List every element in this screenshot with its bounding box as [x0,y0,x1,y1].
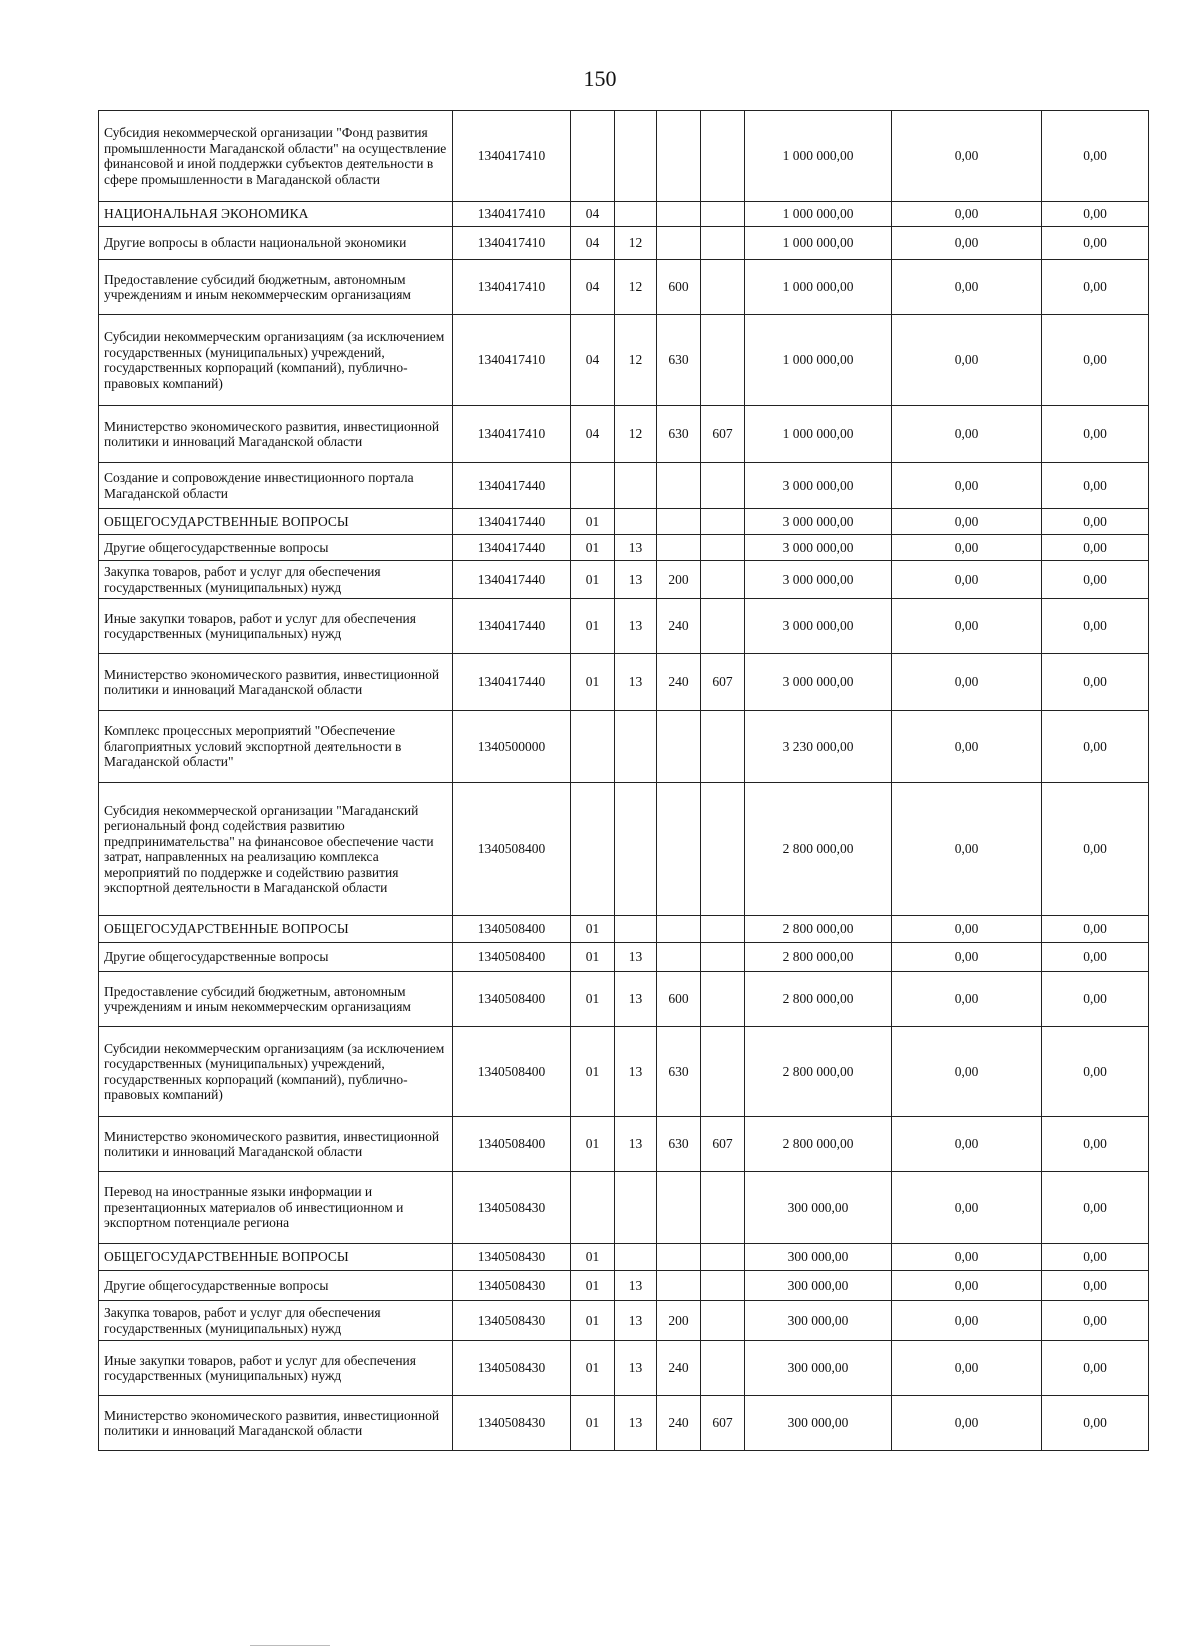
table-row [99,1396,1149,1451]
cell-target-article: 1340417410 [453,202,571,227]
cell-name: Министерство экономического развития, инвестиционной политики и инноваций Магаданской области [99,406,453,463]
cell-amount-year1: 300 000,00 [745,1301,892,1341]
cell-amount-year2: 0,00 [892,111,1042,202]
cell-administrator: 607 [701,654,745,711]
cell-name: Иные закупки товаров, работ и услуг для обеспечения государственных (муниципальных) нужд [99,1341,453,1396]
cell-administrator [701,315,745,406]
cell-name: Другие общегосударственные вопросы [99,535,453,561]
cell-amount-year1: 3 000 000,00 [745,561,892,599]
cell-subsection: 13 [615,1271,657,1301]
cell-section: 01 [571,1117,615,1172]
cell-subsection [615,711,657,783]
table-row [99,315,1149,406]
cell-target-article: 1340417410 [453,111,571,202]
cell-name: Министерство экономического развития, инвестиционной политики и инноваций Магаданской области [99,1396,453,1451]
table-row [99,599,1149,654]
cell-target-article: 1340417410 [453,406,571,463]
cell-subsection: 13 [615,654,657,711]
cell-target-article: 1340508400 [453,916,571,943]
cell-target-article: 1340508430 [453,1271,571,1301]
table-row [99,783,1149,916]
cell-amount-year3: 0,00 [1042,315,1149,406]
cell-administrator [701,943,745,972]
cell-administrator [701,227,745,260]
cell-subsection: 13 [615,1027,657,1117]
cell-expense-type: 240 [657,599,701,654]
cell-amount-year1: 3 000 000,00 [745,535,892,561]
cell-expense-type: 600 [657,260,701,315]
table-row [99,943,1149,972]
cell-target-article: 1340417440 [453,463,571,509]
cell-amount-year1: 3 000 000,00 [745,463,892,509]
table-row [99,1117,1149,1172]
cell-amount-year1: 300 000,00 [745,1396,892,1451]
cell-subsection: 12 [615,315,657,406]
cell-expense-type [657,783,701,916]
cell-section [571,711,615,783]
table-row [99,535,1149,561]
cell-subsection: 12 [615,406,657,463]
cell-section [571,111,615,202]
cell-subsection: 13 [615,1341,657,1396]
cell-name: Другие общегосударственные вопросы [99,1271,453,1301]
cell-section: 04 [571,227,615,260]
cell-amount-year3: 0,00 [1042,509,1149,535]
cell-amount-year1: 1 000 000,00 [745,315,892,406]
cell-name: Перевод на иностранные языки информации и презентационных материалов об инвестиционном и экспортном потенциале региона [99,1172,453,1244]
cell-amount-year2: 0,00 [892,783,1042,916]
cell-administrator: 607 [701,1396,745,1451]
cell-name: ОБЩЕГОСУДАРСТВЕННЫЕ ВОПРОСЫ [99,1244,453,1271]
table-row [99,1172,1149,1244]
cell-amount-year2: 0,00 [892,1027,1042,1117]
table-row [99,1271,1149,1301]
cell-amount-year3: 0,00 [1042,260,1149,315]
cell-subsection [615,1244,657,1271]
cell-section: 01 [571,654,615,711]
cell-amount-year3: 0,00 [1042,111,1149,202]
cell-target-article: 1340508400 [453,1027,571,1117]
cell-amount-year1: 1 000 000,00 [745,227,892,260]
cell-amount-year3: 0,00 [1042,943,1149,972]
cell-section: 01 [571,509,615,535]
cell-subsection: 13 [615,1396,657,1451]
cell-amount-year2: 0,00 [892,260,1042,315]
table-row [99,972,1149,1027]
cell-section: 01 [571,972,615,1027]
cell-amount-year3: 0,00 [1042,227,1149,260]
cell-name: Иные закупки товаров, работ и услуг для обеспечения государственных (муниципальных) нужд [99,599,453,654]
cell-name: Другие вопросы в области национальной экономики [99,227,453,260]
cell-target-article: 1340417410 [453,315,571,406]
cell-subsection [615,202,657,227]
cell-administrator [701,1341,745,1396]
cell-amount-year3: 0,00 [1042,599,1149,654]
cell-expense-type [657,1244,701,1271]
cell-section [571,1172,615,1244]
cell-amount-year2: 0,00 [892,599,1042,654]
cell-name: Комплекс процессных мероприятий "Обеспечение благоприятных условий экспортной деятельности в Магаданской области" [99,711,453,783]
cell-amount-year3: 0,00 [1042,711,1149,783]
cell-amount-year2: 0,00 [892,1244,1042,1271]
cell-name: Закупка товаров, работ и услуг для обеспечения государственных (муниципальных) нужд [99,561,453,599]
cell-amount-year3: 0,00 [1042,202,1149,227]
cell-amount-year1: 1 000 000,00 [745,260,892,315]
table-row [99,1244,1149,1271]
cell-name: ОБЩЕГОСУДАРСТВЕННЫЕ ВОПРОСЫ [99,509,453,535]
cell-expense-type [657,509,701,535]
cell-target-article: 1340508430 [453,1301,571,1341]
cell-amount-year1: 1 000 000,00 [745,202,892,227]
cell-amount-year1: 3 230 000,00 [745,711,892,783]
cell-amount-year3: 0,00 [1042,916,1149,943]
cell-target-article: 1340417440 [453,654,571,711]
cell-expense-type: 630 [657,315,701,406]
cell-target-article: 1340508400 [453,783,571,916]
cell-amount-year3: 0,00 [1042,1172,1149,1244]
table-row [99,260,1149,315]
cell-amount-year2: 0,00 [892,1172,1042,1244]
cell-section [571,783,615,916]
cell-name: Министерство экономического развития, инвестиционной политики и инноваций Магаданской области [99,1117,453,1172]
cell-target-article: 1340417410 [453,227,571,260]
cell-amount-year2: 0,00 [892,1271,1042,1301]
cell-amount-year2: 0,00 [892,406,1042,463]
cell-amount-year1: 1 000 000,00 [745,406,892,463]
cell-subsection: 13 [615,599,657,654]
cell-expense-type: 240 [657,1341,701,1396]
cell-amount-year2: 0,00 [892,1117,1042,1172]
cell-administrator [701,783,745,916]
cell-expense-type: 200 [657,1301,701,1341]
cell-name: Создание и сопровождение инвестиционного портала Магаданской области [99,463,453,509]
cell-expense-type: 240 [657,654,701,711]
cell-expense-type: 600 [657,972,701,1027]
cell-amount-year1: 2 800 000,00 [745,916,892,943]
cell-name: Министерство экономического развития, инвестиционной политики и инноваций Магаданской области [99,654,453,711]
cell-amount-year2: 0,00 [892,561,1042,599]
cell-amount-year2: 0,00 [892,535,1042,561]
cell-administrator [701,202,745,227]
cell-amount-year2: 0,00 [892,654,1042,711]
table-row [99,463,1149,509]
cell-target-article: 1340417440 [453,535,571,561]
cell-amount-year2: 0,00 [892,463,1042,509]
cell-expense-type [657,1271,701,1301]
cell-target-article: 1340508430 [453,1244,571,1271]
cell-amount-year2: 0,00 [892,972,1042,1027]
cell-administrator [701,972,745,1027]
cell-administrator [701,1244,745,1271]
cell-amount-year3: 0,00 [1042,561,1149,599]
cell-target-article: 1340508400 [453,972,571,1027]
cell-expense-type [657,1172,701,1244]
cell-administrator [701,916,745,943]
cell-target-article: 1340417440 [453,599,571,654]
cell-amount-year3: 0,00 [1042,1301,1149,1341]
cell-section: 04 [571,260,615,315]
cell-name: Другие общегосударственные вопросы [99,943,453,972]
cell-name: Субсидия некоммерческой организации "Фонд развития промышленности Магаданской области" на осуществление финансовой и иной поддержки субъектов деятельности в сфере промышленности в Магаданской области [99,111,453,202]
cell-amount-year2: 0,00 [892,916,1042,943]
cell-expense-type: 630 [657,406,701,463]
scan-artifact [250,1645,330,1646]
cell-subsection [615,916,657,943]
cell-target-article: 1340508400 [453,943,571,972]
cell-target-article: 1340500000 [453,711,571,783]
cell-administrator [701,1271,745,1301]
cell-amount-year3: 0,00 [1042,1027,1149,1117]
cell-amount-year2: 0,00 [892,1396,1042,1451]
cell-section: 01 [571,599,615,654]
cell-administrator: 607 [701,406,745,463]
cell-section: 01 [571,916,615,943]
cell-administrator [701,561,745,599]
cell-amount-year2: 0,00 [892,1341,1042,1396]
cell-administrator [701,463,745,509]
cell-amount-year3: 0,00 [1042,1271,1149,1301]
cell-section: 01 [571,1244,615,1271]
cell-amount-year1: 2 800 000,00 [745,1117,892,1172]
table-row [99,202,1149,227]
cell-amount-year1: 1 000 000,00 [745,111,892,202]
table-row [99,1027,1149,1117]
cell-subsection [615,783,657,916]
cell-expense-type [657,943,701,972]
cell-amount-year2: 0,00 [892,1301,1042,1341]
table-row [99,509,1149,535]
cell-administrator [701,1172,745,1244]
cell-section: 01 [571,1396,615,1451]
cell-expense-type: 630 [657,1117,701,1172]
cell-expense-type [657,463,701,509]
cell-expense-type [657,711,701,783]
cell-amount-year1: 2 800 000,00 [745,783,892,916]
cell-section: 01 [571,1341,615,1396]
cell-expense-type [657,227,701,260]
cell-amount-year1: 2 800 000,00 [745,943,892,972]
cell-amount-year3: 0,00 [1042,972,1149,1027]
cell-section [571,463,615,509]
page-number: 150 [583,66,617,91]
cell-subsection [615,509,657,535]
cell-subsection: 12 [615,260,657,315]
cell-subsection [615,111,657,202]
budget-table [98,110,1149,1451]
cell-subsection [615,463,657,509]
cell-expense-type: 630 [657,1027,701,1117]
cell-section: 01 [571,535,615,561]
cell-expense-type: 200 [657,561,701,599]
cell-amount-year1: 3 000 000,00 [745,654,892,711]
cell-amount-year1: 300 000,00 [745,1271,892,1301]
cell-subsection: 12 [615,227,657,260]
cell-administrator [701,111,745,202]
cell-section: 01 [571,1301,615,1341]
table-body [99,111,1149,1451]
cell-administrator [701,535,745,561]
table-row [99,111,1149,202]
cell-section: 04 [571,202,615,227]
table-row [99,654,1149,711]
cell-subsection: 13 [615,1117,657,1172]
table-row [99,406,1149,463]
cell-administrator [701,599,745,654]
cell-amount-year3: 0,00 [1042,654,1149,711]
cell-amount-year2: 0,00 [892,315,1042,406]
cell-subsection: 13 [615,1301,657,1341]
cell-expense-type [657,916,701,943]
table-row [99,561,1149,599]
cell-expense-type [657,202,701,227]
cell-target-article: 1340508430 [453,1396,571,1451]
table-row [99,916,1149,943]
table-row [99,227,1149,260]
cell-target-article: 1340508430 [453,1172,571,1244]
cell-section: 01 [571,1027,615,1117]
cell-amount-year3: 0,00 [1042,1244,1149,1271]
cell-section: 04 [571,315,615,406]
cell-target-article: 1340417440 [453,509,571,535]
cell-section: 01 [571,1271,615,1301]
cell-amount-year3: 0,00 [1042,1117,1149,1172]
cell-name: Предоставление субсидий бюджетным, автономным учреждениям и иным некоммерческим организациям [99,260,453,315]
cell-amount-year2: 0,00 [892,943,1042,972]
cell-target-article: 1340417410 [453,260,571,315]
cell-amount-year2: 0,00 [892,202,1042,227]
cell-section: 01 [571,561,615,599]
cell-target-article: 1340417440 [453,561,571,599]
cell-amount-year1: 300 000,00 [745,1244,892,1271]
table-row [99,711,1149,783]
cell-amount-year1: 3 000 000,00 [745,599,892,654]
cell-administrator [701,1027,745,1117]
cell-amount-year1: 2 800 000,00 [745,972,892,1027]
cell-subsection: 13 [615,535,657,561]
cell-administrator [701,1301,745,1341]
cell-amount-year1: 2 800 000,00 [745,1027,892,1117]
cell-amount-year3: 0,00 [1042,1341,1149,1396]
cell-administrator: 607 [701,1117,745,1172]
cell-subsection: 13 [615,943,657,972]
cell-amount-year2: 0,00 [892,711,1042,783]
cell-expense-type [657,111,701,202]
cell-administrator [701,711,745,783]
cell-administrator [701,260,745,315]
cell-target-article: 1340508430 [453,1341,571,1396]
cell-amount-year3: 0,00 [1042,463,1149,509]
cell-amount-year1: 3 000 000,00 [745,509,892,535]
cell-name: НАЦИОНАЛЬНАЯ ЭКОНОМИКА [99,202,453,227]
cell-subsection [615,1172,657,1244]
table-row [99,1341,1149,1396]
cell-subsection: 13 [615,561,657,599]
cell-name: Предоставление субсидий бюджетным, автономным учреждениям и иным некоммерческим организациям [99,972,453,1027]
cell-amount-year3: 0,00 [1042,406,1149,463]
cell-expense-type: 240 [657,1396,701,1451]
cell-name: Субсидия некоммерческой организации "Магаданский региональный фонд содействия развитию предпринимательства" на финансовое обеспечение части затрат, направленных на реализацию комплекса мероприятий по поддержке и содействию развития экспортной деятельности в Магаданской области [99,783,453,916]
cell-name: Закупка товаров, работ и услуг для обеспечения государственных (муниципальных) нужд [99,1301,453,1341]
cell-amount-year1: 300 000,00 [745,1172,892,1244]
cell-amount-year2: 0,00 [892,227,1042,260]
table-row [99,1301,1149,1341]
cell-name: Субсидии некоммерческим организациям (за исключением государственных (муниципальных) учреждений, государственных корпораций (компаний), публично-правовых компаний) [99,1027,453,1117]
cell-amount-year2: 0,00 [892,509,1042,535]
cell-name: ОБЩЕГОСУДАРСТВЕННЫЕ ВОПРОСЫ [99,916,453,943]
cell-subsection: 13 [615,972,657,1027]
cell-amount-year3: 0,00 [1042,535,1149,561]
cell-section: 04 [571,406,615,463]
cell-expense-type [657,535,701,561]
cell-name: Субсидии некоммерческим организациям (за исключением государственных (муниципальных) учреждений, государственных корпораций (компаний), публично-правовых компаний) [99,315,453,406]
cell-target-article: 1340508400 [453,1117,571,1172]
cell-amount-year1: 300 000,00 [745,1341,892,1396]
cell-amount-year3: 0,00 [1042,783,1149,916]
cell-amount-year3: 0,00 [1042,1396,1149,1451]
cell-section: 01 [571,943,615,972]
cell-administrator [701,509,745,535]
